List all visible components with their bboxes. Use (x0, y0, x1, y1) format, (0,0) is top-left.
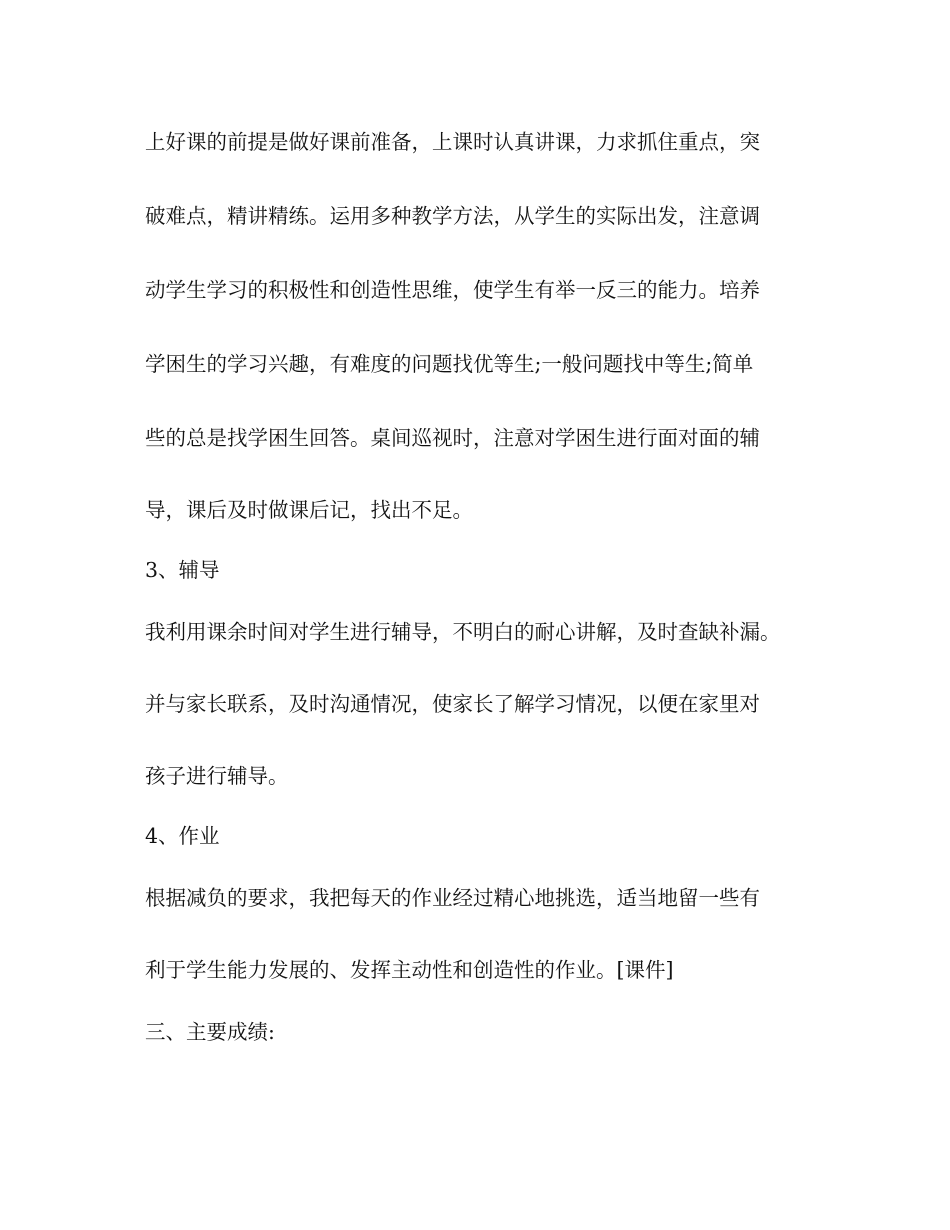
paragraph-line-6: 导，课后及时做课后记，找出不足。 (145, 498, 473, 522)
paragraph-line-8: 并与家长联系，及时沟通情况，使家长了解学习情况，以便在家里对 (145, 692, 760, 716)
paragraph-line-10: 根据减负的要求，我把每天的作业经过精心地挑选，适当地留一些有 (145, 886, 760, 910)
paragraph-line-7: 我利用课余时间对学生进行辅导，不明白的耐心讲解，及时查缺补漏。 (145, 620, 781, 644)
paragraph-line-3: 动学生学习的积极性和创造性思维，使学生有举一反三的能力。培养 (145, 278, 760, 302)
section-heading-homework: 4、作业 (145, 824, 220, 848)
paragraph-line-5: 些的总是找学困生回答。桌间巡视时，注意对学困生进行面对面的辅 (145, 426, 760, 450)
paragraph-line-11: 利于学生能力发展的、发挥主动性和创造性的作业。[课件] (145, 958, 674, 982)
paragraph-line-4: 学困生的学习兴趣，有难度的问题找优等生;一般问题找中等生;简单 (145, 352, 754, 376)
paragraph-line-1: 上好课的前提是做好课前准备，上课时认真讲课，力求抓住重点，突 (145, 130, 760, 154)
section-heading-achievements: 三、主要成绩: (145, 1020, 275, 1044)
paragraph-line-9: 孩子进行辅导。 (145, 764, 289, 788)
section-heading-tutoring: 3、辅导 (145, 558, 220, 582)
paragraph-line-2: 破难点，精讲精练。运用多种教学方法，从学生的实际出发，注意调 (145, 204, 760, 228)
